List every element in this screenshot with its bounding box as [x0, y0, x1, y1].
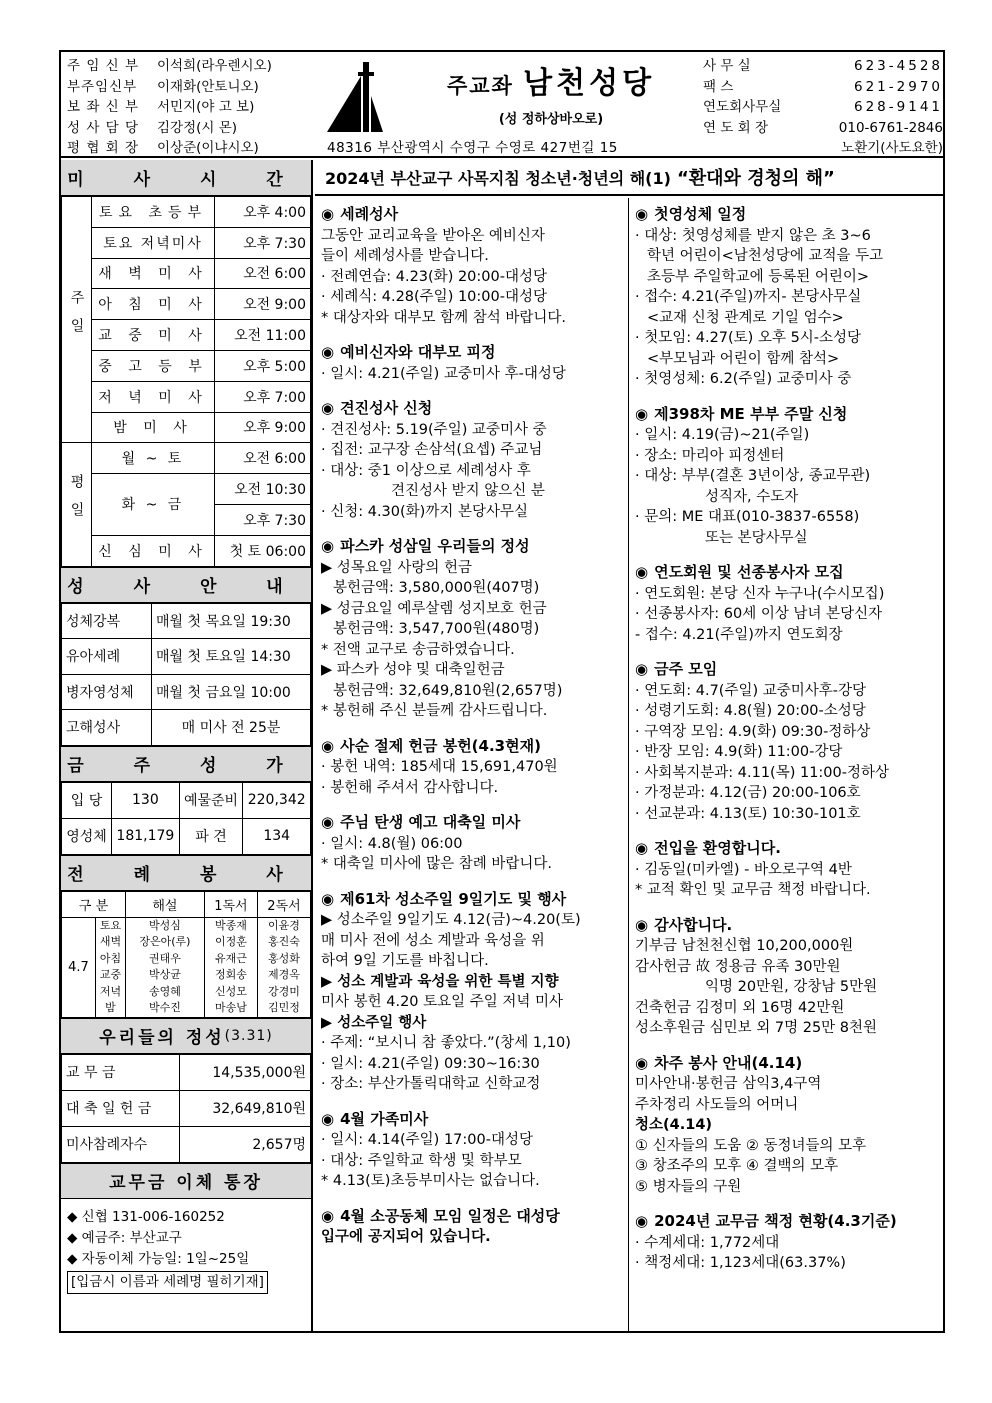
bullet-target-icon: ◉ [321, 343, 335, 361]
notice-line: · 봉헌 내역: 185세대 15,691,470원 [321, 759, 558, 775]
notice-line: 기부금 남천천신협 10,200,000원 [635, 938, 854, 954]
table-row: 미사참례자수 2,657명 [62, 1126, 311, 1162]
parish-logo-icon [325, 56, 385, 134]
table-row: 밤 미 사 오후 9:00 [62, 412, 311, 443]
notice-title: ◉ 연도회원 및 선종봉사자 모집 [635, 563, 844, 581]
notice-line: ▶ 성소 계발과 육성을 위한 특별 지향 [321, 973, 559, 990]
table-row: 평일 월 ~ 토 오전 6:00 [62, 443, 311, 474]
notice-title: ◉ 제61차 성소주일 9일기도 및 행사 [321, 889, 567, 908]
table-row: 4.7 토요 새벽 아침 교중 저녁 밤 박성심 장은아(루) 권태우 박상균 송영혜 박수진 박종재 이정훈 유재근 정회송 신성모 마송남 이윤경 홍진숙 홍성화 제경옥 강경미 김민정 [62, 917, 311, 1017]
offerings-heading: 우리들의 정성 (3.31) [61, 1018, 311, 1054]
title-main: 남천성당 [523, 66, 656, 101]
notice-line: · 첫영성체: 6.2(주일) 교중미사 중 [635, 371, 852, 387]
table-row: 중 고 등 부 오후 5:00 [62, 350, 311, 381]
notice-line: · 주제: “보시니 참 좋았다.”(창세 1,10) [321, 1035, 571, 1051]
notice-line: 입구에 공지되어 있습니다. [321, 1229, 491, 1245]
account-note: [입금시 이름과 세례명 필히기재] [67, 1271, 268, 1294]
bullet-target-icon: ◉ [321, 537, 335, 555]
notice-section [635, 915, 941, 1039]
notice-line: 학년 어린이<남천성당에 교적을 두고 [647, 248, 884, 264]
notice-line: * 교적 확인 및 교무금 책정 바랍니다. [635, 882, 871, 898]
notice-section [321, 342, 626, 384]
notice-line: * 전액 교구로 송금하였습니다. [321, 641, 515, 658]
account-info [61, 1199, 311, 1302]
bullet-target-icon: ◉ [635, 660, 649, 678]
notice-line: · 구역장 모임: 4.9(화) 09:30-정하상 [635, 723, 871, 740]
notice-line: 건축헌금 김정미 외 16명 42만원 [635, 999, 845, 1016]
account-heading: 교무금 이체 통장 [61, 1163, 311, 1199]
notice-line: · 접수: 4.21(주일)까지- 본당사무실 [635, 289, 862, 305]
notice-line: · 장소: 마리아 피정센터 [635, 447, 785, 464]
table-row: 교 무 금 14,535,000원 [62, 1054, 311, 1090]
notice-line: · 선교분과: 4.13(토) 10:30-101호 [635, 805, 861, 822]
table-row: 유아세례 매월 첫 토요일 14:30 [62, 639, 311, 675]
staff-row: 부주임신부 이재화(안토니오) [67, 78, 259, 95]
notice-line: * 대축일 미사에 많은 참례 바랍니다. [321, 856, 553, 872]
bullet-target-icon: ◉ [321, 1109, 335, 1128]
sacraments-table [61, 603, 311, 746]
notice-line: <교재 신청 관계로 기일 엄수> [647, 309, 844, 326]
office-row: 연도회사무실 628-9141 [703, 99, 943, 115]
sunday-label: 주일 [62, 197, 92, 443]
notice-title: ◉ 4월 소공동체 모임 일정은 대성당 [321, 1206, 560, 1225]
notice-title: ◉ 2024년 교무금 책정 현황(4.3기준) [635, 1212, 897, 1230]
notice-section [635, 1211, 941, 1274]
left-column [61, 160, 313, 1333]
office-row: 연 도 회 장 010-6761-2846 [703, 119, 943, 136]
parish-address: 48316 부산광역시 수영구 수영로 427번길 15 [327, 140, 618, 156]
notice-line: ▶ 성목요일 사랑의 헌금 [321, 559, 473, 576]
notice-line: · 집전: 교구장 손삼석(요셉) 주교님 [321, 442, 543, 458]
bullet-target-icon: ◉ [321, 813, 335, 831]
parish-subtitle: (성 정하상바오로) [498, 112, 604, 127]
notice-line: · 책정세대: 1,123세대(63.37%) [635, 1255, 846, 1271]
notice-line: 감사헌금 故 정용금 유족 30만원 [635, 958, 841, 975]
notice-line: · 김동일(미카엘) - 바오로구역 4반 [635, 861, 852, 878]
notice-line: 미사안내·봉헌금 삼익3,4구역 [635, 1076, 822, 1092]
notice-line: · 일시: 4.21(주일) 09:30~16:30 [321, 1055, 540, 1072]
office-contacts [703, 56, 943, 159]
notice-line: ▶ 성소주일 행사 [321, 1014, 427, 1031]
notice-line: · 연도회: 4.7(주일) 교중미사후-강당 [635, 682, 867, 699]
notice-line: · 문의: ME 대표(010-3837-6558) [635, 509, 860, 525]
notice-title: ◉ 첫영성체 일정 [635, 205, 747, 223]
weekday-label: 평일 [62, 443, 92, 566]
table-row: 신 심 미 사 첫 토 06:00 [62, 535, 311, 566]
notice-line: · 일시: 4.14(주일) 17:00-대성당 [321, 1132, 533, 1148]
table-row: 대 축 일 헌 금 32,649,810원 [62, 1090, 311, 1126]
offerings-table [61, 1054, 311, 1163]
notice-line: 미사 봉헌 4.20 토요일 주일 저녁 미사 [321, 994, 564, 1010]
notice-section [321, 398, 626, 522]
table-row: 병자영성체 매월 첫 금요일 10:00 [62, 674, 311, 710]
notice-line: · 전례연습: 4.23(화) 20:00-대성당 [321, 268, 547, 285]
notice-line: · 대상: 부부(결혼 3년이상, 종교무관) [635, 468, 871, 484]
notice-line: · 대상: 첫영성체를 받지 않은 초 3~6 [635, 227, 871, 244]
notice-title: ◉ 전입을 환영합니다. [635, 839, 781, 857]
notice-line: 주차정리 사도들의 어머니 [635, 1096, 799, 1113]
notice-section [321, 204, 626, 328]
table-row: 고해성사 매 미사 전 25분 [62, 710, 311, 746]
bullet-target-icon: ◉ [321, 399, 335, 417]
notice-line: ▶ 성금요일 예루살렘 성지보호 헌금 [321, 600, 547, 617]
notice-title: ◉ 금주 모임 [635, 660, 718, 678]
notice-line: 봉헌금액: 32,649,810원(2,657명) [333, 682, 563, 699]
mass-times-heading: 미 사 시 간 [61, 160, 311, 196]
parish-title [401, 58, 701, 127]
choir-table [61, 782, 311, 855]
notice-title: ◉ 세례성사 [321, 205, 399, 223]
bullet-target-icon: ◉ [635, 839, 649, 857]
notice-section [635, 404, 941, 549]
notice-section [321, 812, 626, 875]
staff-row: 주 임 신 부 이석희(라우렌시오) [67, 58, 272, 74]
list-item: ◆ 예금주: 부산교구 [67, 1229, 182, 1246]
notice-line: · 견진성사: 5.19(주일) 교중미사 중 [321, 421, 547, 438]
notice-line: * 대상자와 대부모 함께 참석 바랍니다. [321, 309, 567, 326]
notice-line: · 대상: 주일학교 학생 및 학부모 [321, 1152, 522, 1169]
bullet-target-icon: ◉ [635, 563, 649, 581]
office-row: 사 무 실 623-4528 [703, 58, 943, 74]
staff-list [67, 56, 327, 159]
notice-title: ◉ 차주 봉사 안내(4.14) [635, 1053, 803, 1072]
notice-line: - 접수: 4.21(주일)까지 연도회장 [635, 626, 843, 643]
title-prefix: 주교좌 [446, 74, 514, 98]
notice-line: 매 미사 전에 성소 계발과 육성을 위 [321, 932, 545, 949]
notice-line: * 4.13(토)초등부미사는 없습니다. [321, 1173, 540, 1189]
notice-line: · 장소: 부산가톨릭대학교 신학교정 [321, 1076, 541, 1092]
bullet-target-icon: ◉ [635, 915, 649, 934]
banner-highlight: “환대와 경청의 해” [676, 168, 835, 189]
notice-section [321, 536, 626, 722]
office-row: 팩 스 621-2970 [703, 78, 943, 95]
notice-line: · 일시: 4.8(월) 06:00 [321, 835, 463, 852]
notice-title: ◉ 파스카 성삼일 우리들의 정성 [321, 537, 530, 555]
staff-row: 평 협 회 장 이상준(이냐시오) [67, 140, 259, 156]
notice-line: · 세례식: 4.28(주일) 10:00-대성당 [321, 289, 547, 305]
table-row: 교 중 미 사 오전 11:00 [62, 320, 311, 351]
notice-line: ▶ 파스카 성야 및 대축일헌금 [321, 662, 505, 678]
notice-title: ◉ 감사합니다. [635, 915, 733, 934]
table-row: 오후 7:30 [62, 504, 311, 535]
notice-line: 그동안 교리교육을 받아온 예비신자 [321, 227, 545, 244]
bullet-target-icon: ◉ [321, 889, 335, 908]
notice-section [635, 204, 941, 390]
bullet-target-icon: ◉ [635, 1212, 649, 1230]
notice-line: ① 신자들의 도움 ② 동정녀들의 모후 [635, 1137, 867, 1154]
notices-column-left [315, 198, 629, 1333]
bullet-target-icon: ◉ [635, 1053, 649, 1072]
table-row: 영성체 181,179 파 견 134 [62, 818, 311, 854]
notice-line: · 일시: 4.21(주일) 교중미사 후-대성당 [321, 365, 566, 382]
table-row: 주일 토요 초등부 오후 4:00 [62, 197, 311, 228]
notice-line: · 수계세대: 1,772세대 [635, 1234, 780, 1251]
notice-line: · 연도회원: 본당 신자 누구나(수시모집) [635, 585, 885, 602]
bullet-target-icon: ◉ [635, 205, 649, 223]
notice-title: ◉ 사순 절제 헌금 봉헌(4.3현재) [321, 736, 541, 755]
notice-line: · 가정분과: 4.12(금) 20:00-106호 [635, 785, 861, 801]
notice-line: · 봉헌해 주셔서 감사합니다. [321, 779, 499, 796]
notice-line: · 반장 모임: 4.9(화) 11:00-강당 [635, 744, 843, 760]
notice-line: · 선종봉사자: 60세 이상 남녀 본당신자 [635, 606, 883, 622]
liturgy-table [61, 891, 311, 1018]
table-row: 저 녁 미 사 오후 7:00 [62, 381, 311, 412]
notice-line: · 일시: 4.19(금)~21(주일) [635, 427, 810, 443]
staff-row: 성 사 담 당 김강정(시 몬) [67, 119, 238, 136]
list-item: ◆ 신협 131-006-160252 [67, 1208, 225, 1225]
table-row: 입 당 130 예물준비 220,342 [62, 782, 311, 818]
table-row: 새 벽 미 사 오전 6:00 [62, 258, 311, 289]
notice-line: · 첫모임: 4.27(토) 오후 5시-소성당 [635, 330, 862, 346]
notice-line: 견진성사 받지 않으신 분 [391, 483, 545, 499]
mass-times-table [61, 196, 311, 567]
notice-line: 성직자, 수도자 [705, 488, 799, 505]
table-row: 토요 저녁미사 오후 7:30 [62, 227, 311, 258]
banner-text: 2024년 부산교구 사목지침 청소년·청년의 해(1) [325, 168, 671, 188]
bullet-target-icon: ◉ [321, 1206, 335, 1225]
notice-line: · 신청: 4.30(화)까지 본당사무실 [321, 503, 528, 520]
notice-section [635, 1053, 941, 1198]
notice-title: ◉ 4월 가족미사 [321, 1109, 429, 1128]
notice-section [321, 1109, 626, 1192]
notice-line: 성소후원금 심민보 외 7명 25만 8천원 [635, 1020, 878, 1036]
notice-line: <부모님과 어린이 함께 참석> [647, 350, 840, 367]
table-row: 구 분 해설 1독서 2독서 [62, 891, 311, 917]
notice-title: ◉ 예비신자와 대부모 피정 [321, 343, 496, 361]
choir-heading: 금 주 성 가 [61, 746, 311, 782]
notice-section [321, 1206, 626, 1248]
notice-line: 들이 세례성사를 받습니다. [321, 248, 489, 264]
notice-line: ⑤ 병자들의 구원 [635, 1178, 742, 1195]
notice-title: ◉ 제398차 ME 부부 주말 신청 [635, 404, 848, 423]
notice-line: · 대상: 중1 이상으로 세례성사 후 [321, 462, 531, 479]
bulletin-page [59, 50, 945, 1333]
notices-column-right [629, 198, 943, 1333]
table-row: 화 ~ 금 오전 10:30 [62, 474, 311, 505]
notice-line: · 사회복지분과: 4.11(목) 11:00-정하상 [635, 764, 890, 781]
notice-line: 초등부 주일학교에 등록된 어린이> [647, 268, 870, 285]
notice-section [635, 562, 941, 645]
notice-title: ◉ 견진성사 신청 [321, 399, 433, 417]
pastoral-banner [315, 160, 943, 196]
table-row: 아 침 미 사 오전 9:00 [62, 289, 311, 320]
notice-line: 하여 9일 기도를 바칩니다. [321, 953, 489, 969]
bullet-target-icon: ◉ [635, 404, 649, 423]
notice-section [321, 736, 626, 799]
staff-row: 보 좌 신 부 서민지(야 고 보) [67, 99, 255, 115]
notice-line: * 봉헌해 주신 분들께 감사드립니다. [321, 703, 548, 719]
notice-line: 봉헌금액: 3,547,700원(480명) [333, 621, 540, 637]
notice-line: 또는 본당사무실 [705, 529, 808, 546]
bullet-target-icon: ◉ [321, 736, 335, 755]
notice-section [321, 889, 626, 1095]
notice-title: ◉ 주님 탄생 예고 대축일 미사 [321, 813, 521, 831]
list-item: ◆ 자동이체 가능일: 1일~25일 [67, 1250, 250, 1267]
notice-line: ③ 창조주의 모후 ④ 결백의 모후 [635, 1158, 839, 1174]
sacraments-heading: 성 사 안 내 [61, 567, 311, 603]
table-row: 성체강복 매월 첫 목요일 19:30 [62, 603, 311, 639]
notice-line: ▶ 성소주일 9일기도 4.12(금)~4.20(토) [321, 912, 581, 928]
notice-line: 익명 20만원, 강창남 5만원 [705, 979, 878, 995]
notice-line: · 성령기도회: 4.8(월) 20:00-소성당 [635, 703, 866, 719]
notice-line: 청소(4.14) [635, 1117, 713, 1133]
bulletin-header [61, 52, 943, 158]
liturgy-heading: 전 례 봉 사 [61, 855, 311, 891]
bullet-target-icon: ◉ [321, 205, 335, 223]
notice-section [635, 659, 941, 824]
notice-line: 봉헌금액: 3,580,000원(407명) [333, 580, 540, 596]
office-row: 노환기(사도요한) [841, 140, 943, 156]
notice-section [635, 838, 941, 901]
